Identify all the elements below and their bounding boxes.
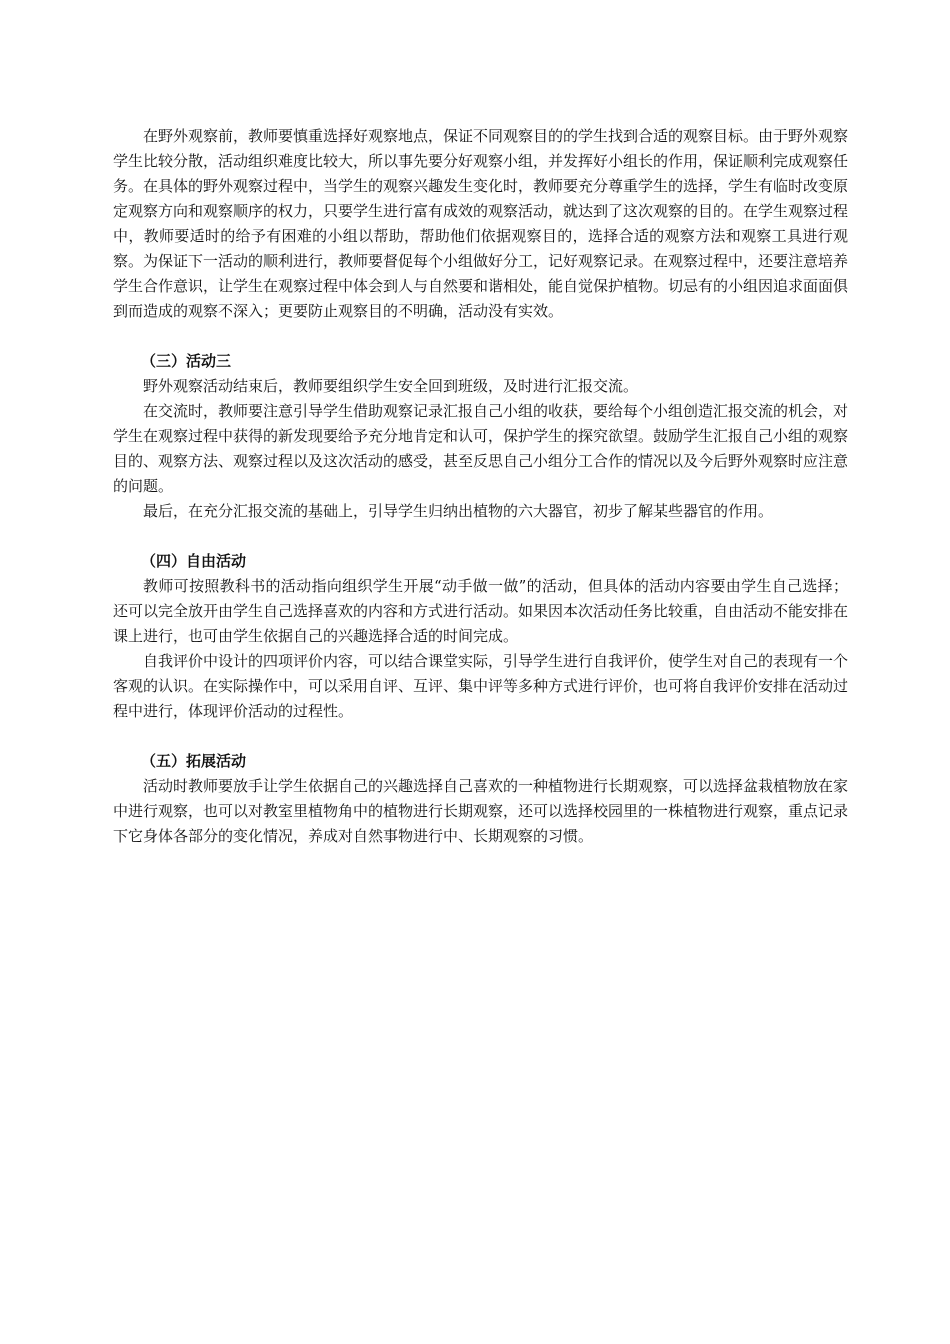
section-spacer [113,324,848,349]
section-heading-free-activity: （四）自由活动 [141,552,247,570]
section-heading-extension-activity: （五）拓展活动 [141,752,247,770]
section-spacer [113,724,848,749]
paragraph-summarize-organs: 最后，在充分汇报交流的基础上，引导学生归纳出植物的六大器官，初步了解某些器官的作用。 [143,502,774,520]
section-spacer [113,524,848,549]
paragraph-self-evaluation: 自我评价中设计的四项评价内容，可以结合课堂实际，引导学生进行自我评价，使学生对自己的表现有一个客观的认识。在实际操作中，可以采用自评、互评、集中评等多种方式进行评价，也可将自我评价安排在活动过程中进行，体现评价活动的过程性。 [113,652,849,720]
paragraph-report-exchange: 在交流时，教师要注意引导学生借助观察记录汇报自己小组的收获，要给每个小组创造汇报交流的机会，对学生在观察过程中获得的新发现要给予充分地肯定和认可，保护学生的探究欲望。鼓励学生汇报自己小组的观察目的、观察方法、观察过程以及这次活动的感受，甚至反思自己小组分工合作的情况以及今后野外观察时应注意的问题。 [113,402,849,495]
paragraph-hands-on-activity: 教师可按照教科书的活动指向组织学生开展“动手做一做”的活动，但具体的活动内容要由学生自己选择；还可以完全放开由学生自己选择喜欢的内容和方式进行活动。如果因本次活动任务比较重，自由活动不能安排在课上进行，也可由学生依据自己的兴趣选择合适的时间完成。 [113,577,849,645]
document-body [113,124,848,849]
paragraph-field-observation-guidance: 在野外观察前，教师要慎重选择好观察地点，保证不同观察目的的学生找到合适的观察目标。由于野外观察学生比较分散，活动组织难度比较大，所以事先要分好观察小组，并发挥好小组长的作用，保证顺利完成观察任务。在具体的野外观察过程中，当学生的观察兴趣发生变化时，教师要充分尊重学生的选择，学生有临时改变原定观察方向和观察顺序的权力，只要学生进行富有成效的观察活动，就达到了这次观察的目的。在学生观察过程中，教师要适时的给予有困难的小组以帮助，帮助他们依据观察目的，选择合适的观察方法和观察工具进行观察。为保证下一活动的顺利进行，教师要督促每个小组做好分工，记好观察记录。在观察过程中，还要注意培养学生合作意识，让学生在观察过程中体会到人与自然要和谐相处，能自觉保护植物。切忌有的小组因追求面面俱到而造成的观察不深入；更要防止观察目的不明确，活动没有实效。 [113,127,849,320]
paragraph-long-term-observation: 活动时教师要放手让学生依据自己的兴趣选择自己喜欢的一种植物进行长期观察，可以选择盆栽植物放在家中进行观察，也可以对教室里植物角中的植物进行长期观察，还可以选择校园里的一株植物进行观察，重点记录下它身体各部分的变化情况，养成对自然事物进行中、长期观察的习惯。 [113,777,849,845]
section-heading-activity-three: （三）活动三 [141,352,232,370]
paragraph-return-to-class: 野外观察活动结束后，教师要组织学生安全回到班级，及时进行汇报交流。 [143,377,639,395]
